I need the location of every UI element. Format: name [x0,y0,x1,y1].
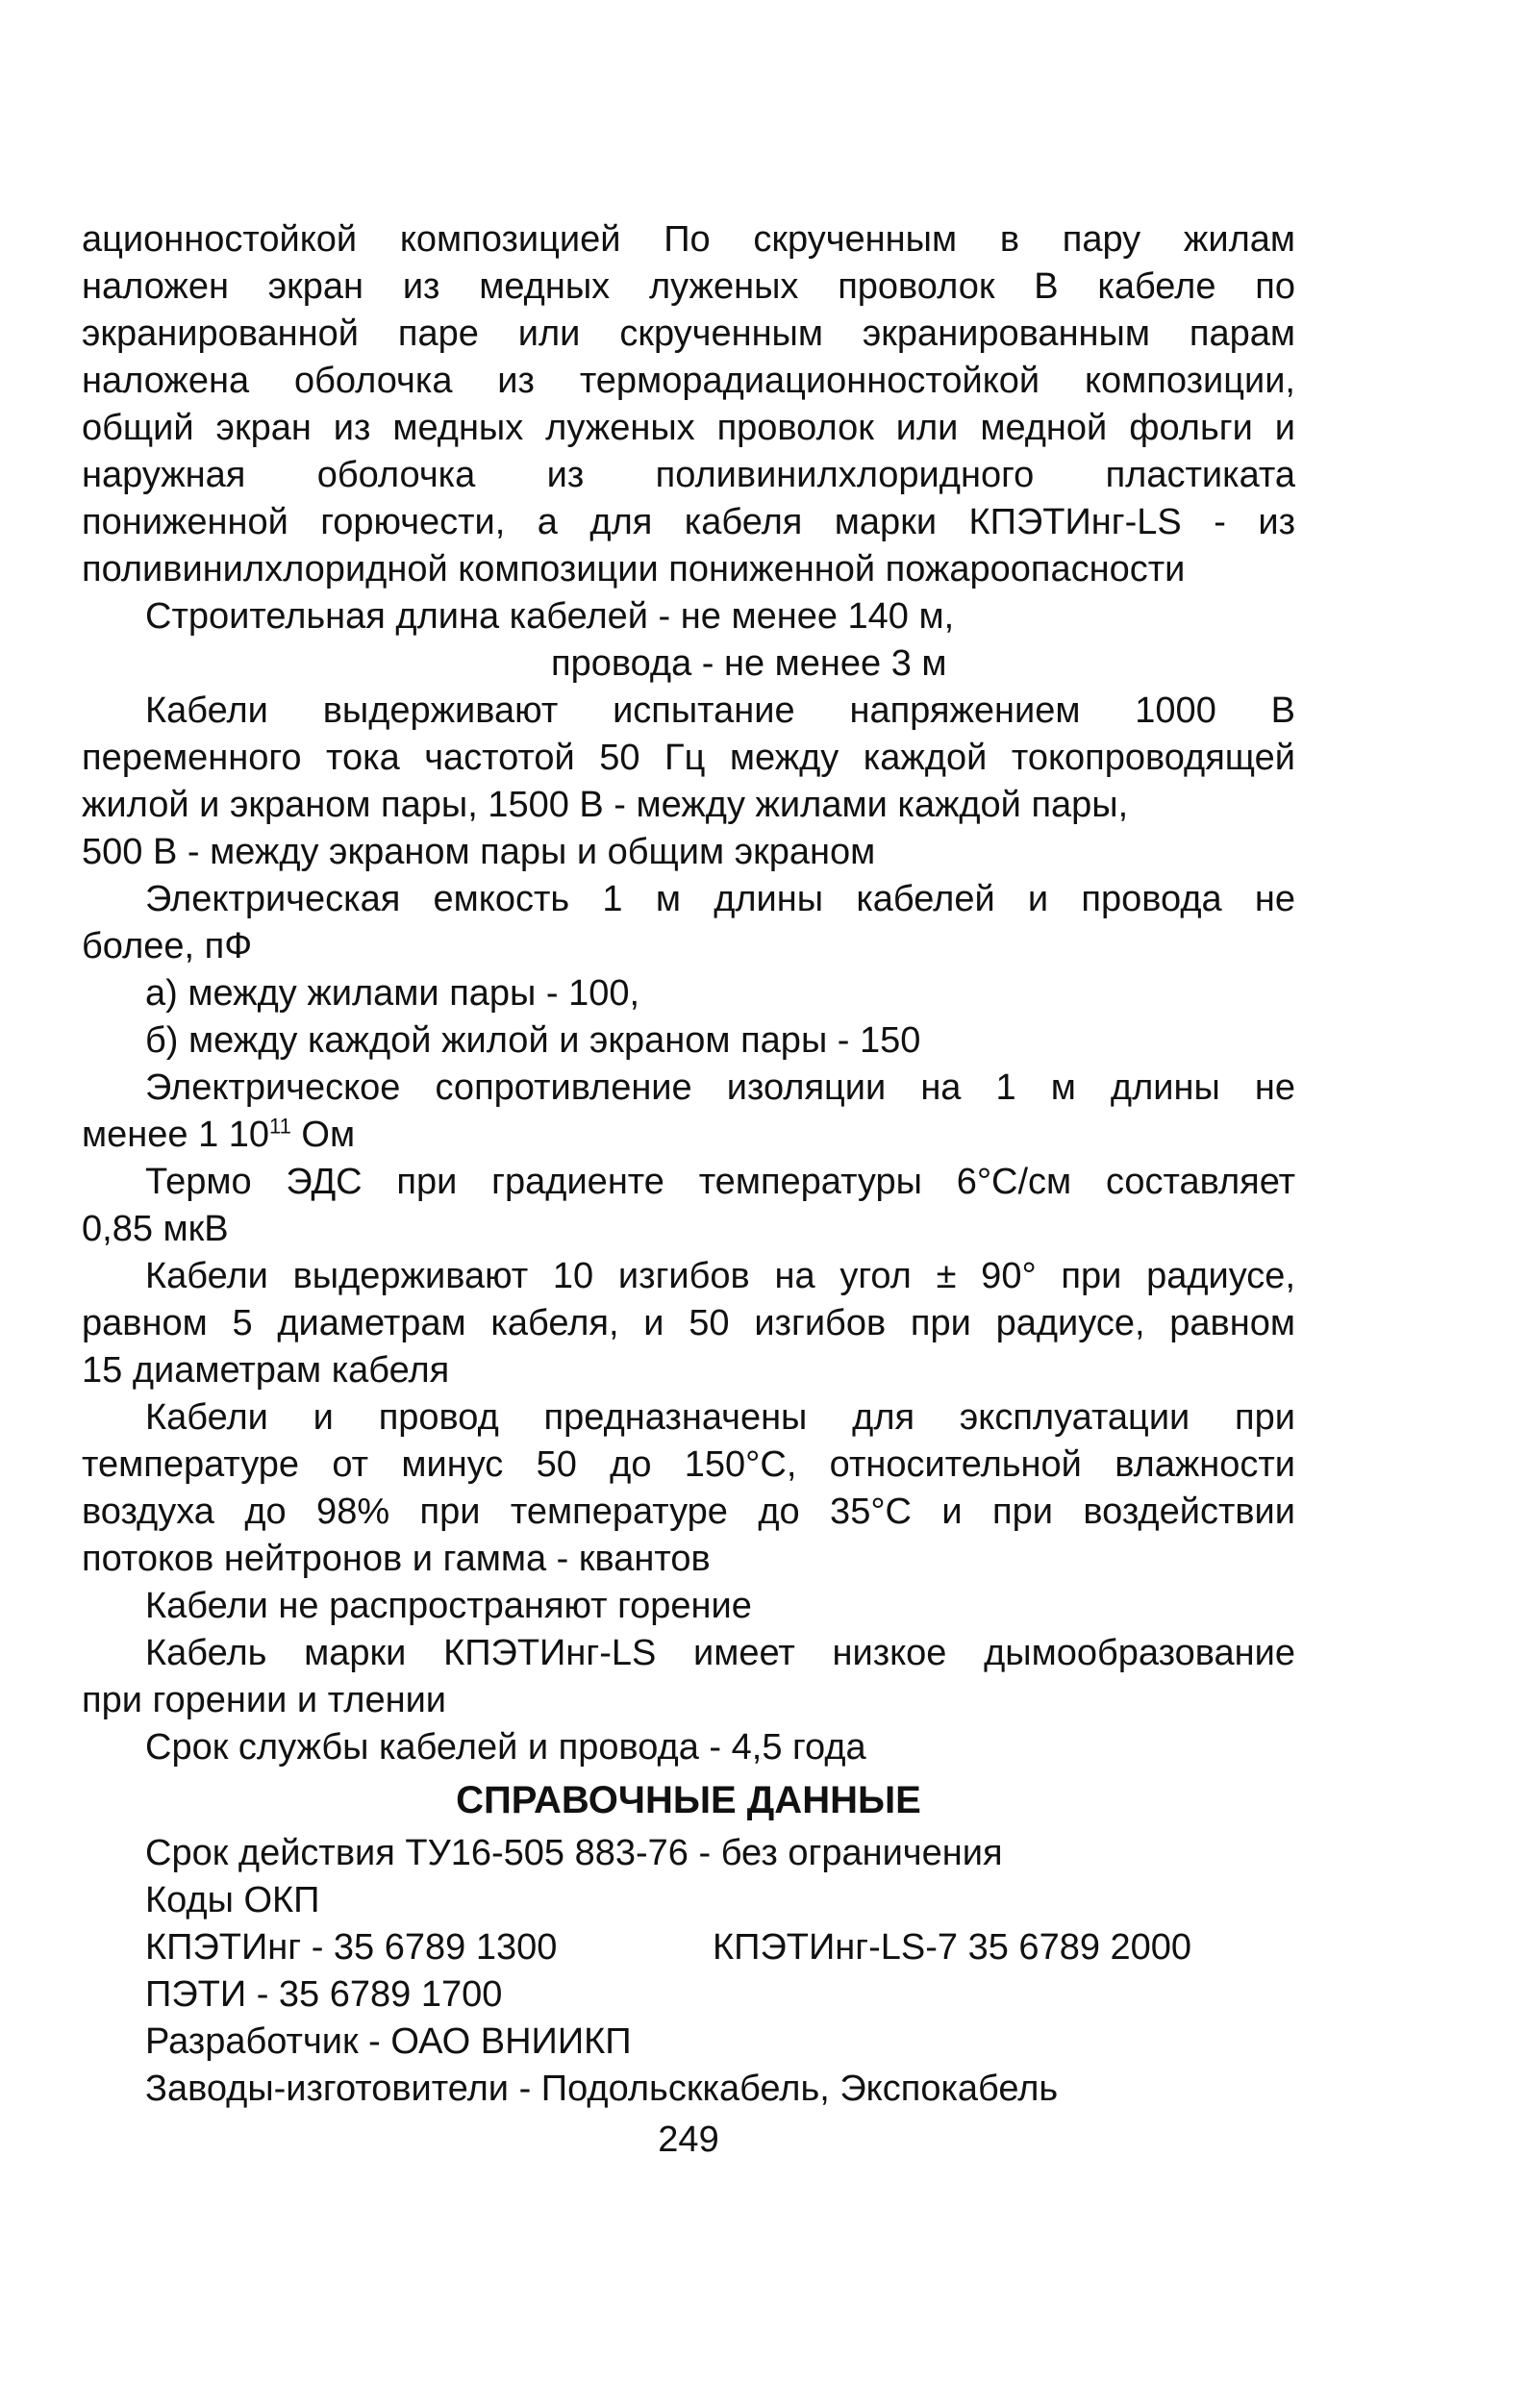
text-line: Кабели выдерживают 10 изгибов на угол ± 90° при радиусе, [145,1256,1295,1296]
text-line: Кабели выдерживают испытание напряжением 1000 В [145,690,1295,731]
text-line: потоков нейтронов и гамма - квантов [82,1539,711,1579]
text-line: Кабели и провод предназначены для эксплуатации при [145,1397,1295,1438]
paragraph-bending [82,1253,1295,1394]
text-line: жилой и экраном пары, 1500 В - между жилами каждой пары, [82,785,1129,825]
text-line: равном 5 диаметрам кабеля, и 50 изгибов при радиусе, равном [82,1303,1295,1343]
insulation-exponent: 11 [269,1114,291,1139]
paragraph-thermo-emf [82,1159,1295,1253]
text-line: наложена оболочка из терморадиационностойкой композиции, [82,361,1295,401]
paragraph-operation [82,1394,1295,1583]
page-number: 249 [658,2120,719,2160]
text-line: общий экран из медных луженых проволок или медной фольги и [82,408,1295,448]
okp-row [82,1924,1295,1971]
section-heading: СПРАВОЧНЫЕ ДАННЫЕ [456,1779,921,1821]
okp-code-peti: ПЭТИ - 35 6789 1700 [145,1974,503,2015]
text-line: ационностойкой композицией По скрученным в пару жилам [82,219,1295,260]
text-line: Электрическая емкость 1 м длины кабелей и провода не [145,879,1295,919]
text-line: а) между жилами пары - 100, [145,973,640,1014]
text-line: Строительная длина кабелей - не менее 140 м, [145,596,955,637]
text-line: при горении и тлении [82,1680,447,1720]
paragraph-capacitance [82,876,1295,1065]
text-line: температуре от минус 50 до 150°С, относительной влажности [82,1444,1295,1485]
text-line: Термо ЭДС при градиенте температуры 6°С/см составляет [145,1162,1295,1202]
okp-code-kpeting: КПЭТИнг - 35 6789 1300 [145,1927,558,1968]
text-line [82,1112,1295,1159]
manufacturers-line: Заводы-изготовители - Подольсккабель, Экспокабель [145,2069,1059,2109]
paragraph-voltage-test [82,688,1295,876]
text-line: Кабель марки КПЭТИнг-LS имеет низкое дымообразование [145,1633,1295,1673]
paragraph-insulation [82,1065,1295,1159]
insulation-prefix: менее 1 10 [82,1115,270,1155]
text-line: Электрическое сопротивление изоляции на 1 м длины не [145,1067,1295,1108]
paragraph-construction [82,216,1295,593]
reference-data [82,1830,1295,2113]
paragraph-service-life: Срок службы кабелей и провода - 4,5 года [145,1727,866,1768]
paragraph-smoke [82,1630,1295,1724]
text-line: 15 диаметрам кабеля [82,1350,450,1391]
text-line: поливинилхлоридной композиции пониженной пожароопасности [82,549,1186,589]
paragraph-fire: Кабели не распространяют горение [145,1586,752,1626]
okp-title: Коды ОКП [145,1880,320,1920]
paragraph-length [82,593,1295,688]
text-line: 500 В - между экраном пары и общим экраном [82,832,876,872]
validity-line: Срок действия ТУ16-505 883-76 - без ограничения [145,1833,1003,1873]
text-line: б) между каждой жилой и экраном пары - 150 [145,1020,921,1061]
text-line: пониженной горючести, а для кабеля марки КПЭТИнг-LS - из [82,502,1295,542]
text-line: наложен экран из медных луженых проволок В кабеле по [82,266,1295,307]
text-line: более, пФ [82,926,253,966]
insulation-unit: Ом [290,1115,356,1155]
developer-line: Разработчик - ОАО ВНИИКП [145,2021,632,2062]
text-line: провода - не менее 3 м [551,643,947,684]
text-line: 0,85 мкВ [82,1209,229,1249]
okp-code-kpeting-ls: КПЭТИнг-LS-7 35 6789 2000 [713,1927,1192,1968]
text-line: переменного тока частотой 50 Гц между каждой токопроводящей [82,738,1295,778]
text-line: наружная оболочка из поливинилхлоридного пластиката [82,455,1295,495]
text-line: воздуха до 98% при температуре до 35°С и при воздействии [82,1492,1295,1532]
text-line: экранированной паре или скрученным экранированным парам [82,314,1295,354]
